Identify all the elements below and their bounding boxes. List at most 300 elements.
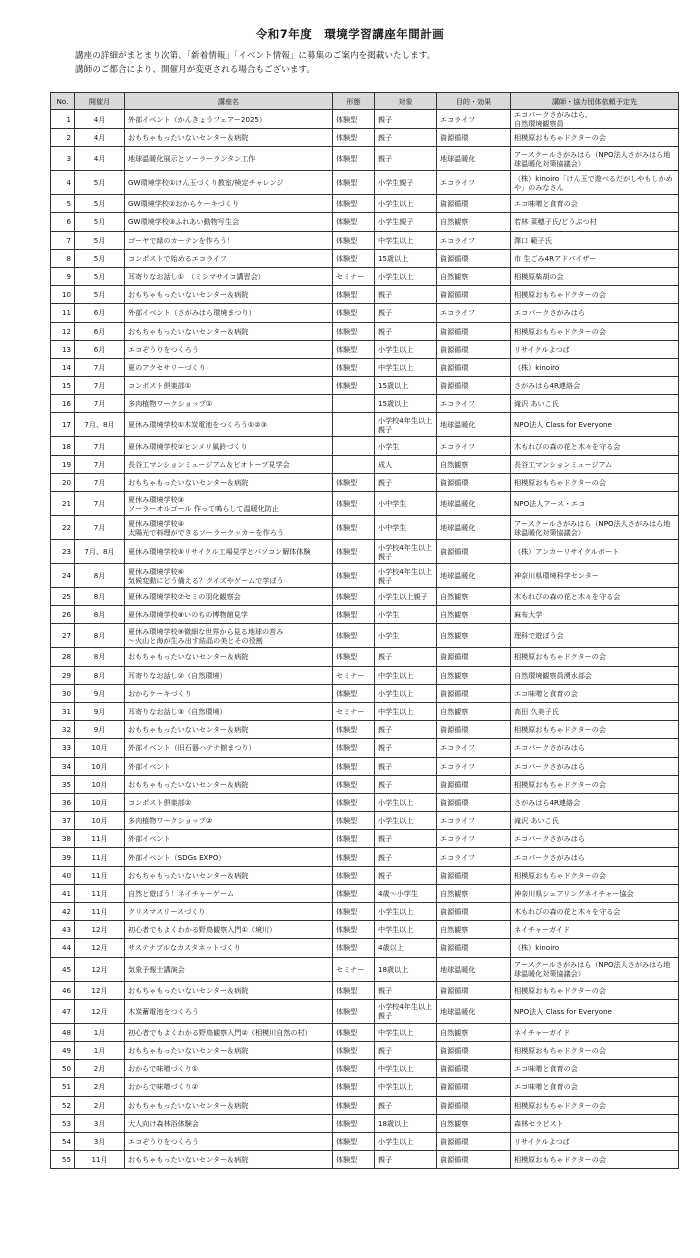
cell-format: セミナー (333, 666, 375, 684)
cell-purpose: 資源循環 (437, 1132, 511, 1150)
cell-no: 9 (51, 267, 75, 285)
cell-format: 体験型 (333, 757, 375, 775)
cell-format: 体験型 (333, 921, 375, 939)
cell-month: 8月 (75, 564, 125, 588)
cell-lecturer: 相模原おもちゃドクターの会 (511, 1151, 679, 1169)
cell-purpose: 資源循環 (437, 648, 511, 666)
cell-format: セミナー (333, 702, 375, 720)
cell-lecturer: 滝沢 あいこ氏 (511, 395, 679, 413)
cell-lecturer: ネイチャーガイド (511, 1023, 679, 1041)
cell-course-name: 耳寄りなお話し③（自然環境） (125, 702, 333, 720)
table-row (51, 702, 679, 720)
cell-month: 4月 (75, 147, 125, 171)
cell-lecturer: リサイクルよつば (511, 1132, 679, 1150)
cell-purpose: エコライフ (437, 848, 511, 866)
cell-format: 体験型 (333, 739, 375, 757)
table-row (51, 957, 679, 981)
cell-format (333, 437, 375, 455)
cell-lecturer: 理科で遊ぼう会 (511, 624, 679, 648)
cell-course-name: 夏休み環境学校④ 太陽光で料理ができるソーラークッカーを作ろう (125, 516, 333, 540)
cell-lecturer: エコパークさがみはら (511, 757, 679, 775)
cell-course-name: 夏休み環境学校⑦セミの羽化観察会 (125, 588, 333, 606)
cell-lecturer: 森林セラピスト (511, 1114, 679, 1132)
table-row (51, 757, 679, 775)
cell-no: 7 (51, 231, 75, 249)
cell-lecturer: アースクールさがみはら（NPO法人さがみはら地球温暖化対策協議会） (511, 147, 679, 171)
cell-month: 4月 (75, 110, 125, 129)
cell-lecturer: 自然環境観察員湧水部会 (511, 666, 679, 684)
cell-no: 10 (51, 286, 75, 304)
cell-month: 12月 (75, 981, 125, 999)
cell-target: 親子 (375, 322, 437, 340)
cell-target: 親子 (375, 110, 437, 129)
cell-format: 体験型 (333, 903, 375, 921)
table-row (51, 884, 679, 902)
cell-purpose: 資源循環 (437, 939, 511, 957)
cell-target: 中学生以上 (375, 1078, 437, 1096)
cell-target: 親子 (375, 848, 437, 866)
cell-format (333, 413, 375, 437)
cell-course-name: おもちゃもったいないセンター＆病院 (125, 981, 333, 999)
cell-lecturer: リサイクルよつば (511, 340, 679, 358)
cell-format: 体験型 (333, 195, 375, 213)
cell-target: 小学生 (375, 437, 437, 455)
table-row (51, 171, 679, 195)
cell-course-name: 外部イベント（かんきょうフェアー2025） (125, 110, 333, 129)
table-row (51, 437, 679, 455)
cell-month: 11月 (75, 866, 125, 884)
cell-course-name: 耳寄りなお話し① （ミシマサイコ講習会） (125, 267, 333, 285)
cell-month: 10月 (75, 793, 125, 811)
cell-format: 体験型 (333, 721, 375, 739)
cell-target: 4歳以上 (375, 939, 437, 957)
cell-target: 親子 (375, 648, 437, 666)
cell-target: 親子 (375, 147, 437, 171)
cell-lecturer: エコパークさがみはら (511, 304, 679, 322)
cell-lecturer: さがみはら4R連絡会 (511, 377, 679, 395)
header-course-name: 講座名 (125, 93, 333, 110)
cell-course-name: 夏休み環境学校⑧いのちの博物館見学 (125, 606, 333, 624)
cell-no: 26 (51, 606, 75, 624)
cell-course-name: おからで味噌づくり① (125, 1060, 333, 1078)
cell-lecturer: アースクールさがみはら（NPO法人さがみはら地球温暖化対策協議会） (511, 957, 679, 981)
cell-format: 体験型 (333, 213, 375, 231)
cell-no: 43 (51, 921, 75, 939)
cell-target: 小学生以上 (375, 793, 437, 811)
cell-lecturer: 神奈川県環境科学センター (511, 564, 679, 588)
cell-purpose: 自然観察 (437, 588, 511, 606)
cell-format: 体験型 (333, 564, 375, 588)
cell-purpose: 地球温暖化 (437, 147, 511, 171)
cell-target: 親子 (375, 473, 437, 491)
cell-target: 中学生以上 (375, 1060, 437, 1078)
cell-no: 14 (51, 358, 75, 376)
cell-month: 2月 (75, 1096, 125, 1114)
cell-course-name: 耳寄りなお話し②（自然環境） (125, 666, 333, 684)
page-title: 令和7年度 環境学習講座年間計画 (255, 27, 445, 41)
cell-no: 12 (51, 322, 75, 340)
cell-target: 親子 (375, 830, 437, 848)
cell-purpose: 資源循環 (437, 358, 511, 376)
cell-month: 3月 (75, 1114, 125, 1132)
cell-no: 17 (51, 413, 75, 437)
cell-month: 7月、8月 (75, 540, 125, 564)
header-format: 形態 (333, 93, 375, 110)
cell-format: 体験型 (333, 684, 375, 702)
table-row (51, 1023, 679, 1041)
cell-purpose: 自然観察 (437, 921, 511, 939)
cell-target: 15歳以上 (375, 377, 437, 395)
cell-target: 小学生以上 (375, 684, 437, 702)
cell-target: 中学生以上 (375, 358, 437, 376)
cell-format: 体験型 (333, 624, 375, 648)
cell-course-name: おもちゃもったいないセンター＆病院 (125, 721, 333, 739)
cell-course-name: おもちゃもったいないセンター＆病院 (125, 129, 333, 147)
cell-course-name: GW環境学校③ふれあい動物写生会 (125, 213, 333, 231)
cell-course-name: おからで味噌づくり② (125, 1078, 333, 1096)
cell-purpose: 資源循環 (437, 322, 511, 340)
cell-lecturer: 相模原柴胡の会 (511, 267, 679, 285)
table-row (51, 473, 679, 491)
header-month: 開催月 (75, 93, 125, 110)
cell-no: 2 (51, 129, 75, 147)
cell-format: 体験型 (333, 249, 375, 267)
table-row (51, 739, 679, 757)
cell-format: 体験型 (333, 340, 375, 358)
cell-target: 親子 (375, 1041, 437, 1059)
table-row (51, 564, 679, 588)
cell-no: 49 (51, 1041, 75, 1059)
cell-month: 2月 (75, 1060, 125, 1078)
cell-course-name: 外部イベント (125, 830, 333, 848)
table-row (51, 231, 679, 249)
cell-month: 11月 (75, 1151, 125, 1169)
cell-target: 小学生以上 (375, 340, 437, 358)
cell-target: 親子 (375, 739, 437, 757)
cell-no: 27 (51, 624, 75, 648)
cell-month: 5月 (75, 249, 125, 267)
cell-course-name: おもちゃもったいないセンター＆病院 (125, 648, 333, 666)
cell-lecturer: エコパークさがみはら、 自然環境観察員 (511, 110, 679, 129)
cell-no: 22 (51, 516, 75, 540)
cell-format: 体験型 (333, 1078, 375, 1096)
cell-no: 35 (51, 775, 75, 793)
cell-purpose: 資源循環 (437, 981, 511, 999)
cell-course-name: コンポスト倶楽部① (125, 377, 333, 395)
cell-purpose: 自然観察 (437, 606, 511, 624)
cell-no: 11 (51, 304, 75, 322)
cell-target: 小学生以上親子 (375, 588, 437, 606)
cell-course-name: 多肉植物ワークショップ② (125, 812, 333, 830)
cell-month: 7月 (75, 377, 125, 395)
cell-lecturer: NPO法人 Class for Everyone (511, 413, 679, 437)
cell-purpose: 資源循環 (437, 684, 511, 702)
cell-course-name: 夏休み環境学校⑥ 気候変動にどう備える？クイズやゲームで学ぼう (125, 564, 333, 588)
cell-lecturer: ネイチャーガイド (511, 921, 679, 939)
cell-month: 11月 (75, 830, 125, 848)
cell-format: 体験型 (333, 648, 375, 666)
cell-course-name: 初心者でもよくわかる野鳥観察入門①（境川） (125, 921, 333, 939)
cell-no: 24 (51, 564, 75, 588)
table-row (51, 1132, 679, 1150)
cell-course-name: コンポスト倶楽部② (125, 793, 333, 811)
cell-format (333, 455, 375, 473)
cell-month: 11月 (75, 884, 125, 902)
cell-no: 28 (51, 648, 75, 666)
cell-course-name: 長谷工マンションミュージアム＆ビオトープ見学会 (125, 455, 333, 473)
cell-month: 11月 (75, 848, 125, 866)
cell-lecturer: 相模原おもちゃドクターの会 (511, 129, 679, 147)
cell-purpose: エコライフ (437, 757, 511, 775)
cell-month: 9月 (75, 702, 125, 720)
table-row (51, 848, 679, 866)
cell-course-name: 多肉植物ワークショップ① (125, 395, 333, 413)
cell-format: 体験型 (333, 588, 375, 606)
cell-course-name: 夏休み環境学校②ヒンメリ風鈴づくり (125, 437, 333, 455)
cell-course-name: コンポストで始めるエコライフ (125, 249, 333, 267)
table-row (51, 110, 679, 129)
cell-course-name: おもちゃもったいないセンター＆病院 (125, 286, 333, 304)
cell-no: 54 (51, 1132, 75, 1150)
cell-course-name: 自然と遊ぼう！ネイチャーゲーム (125, 884, 333, 902)
cell-course-name: GW環境学校①けん玉づくり教室/検定チャレンジ (125, 171, 333, 195)
course-schedule-table (50, 92, 679, 1169)
cell-target: 18歳以上 (375, 957, 437, 981)
cell-lecturer: 相模原おもちゃドクターの会 (511, 1096, 679, 1114)
cell-format: 体験型 (333, 540, 375, 564)
header-lecturer: 講師・協力団体依頼予定先 (511, 93, 679, 110)
cell-month: 7月 (75, 358, 125, 376)
table-row (51, 721, 679, 739)
cell-target: 小学校4年生以上親子 (375, 413, 437, 437)
cell-no: 25 (51, 588, 75, 606)
cell-format: 体験型 (333, 1096, 375, 1114)
table-row (51, 1151, 679, 1169)
cell-format: 体験型 (333, 322, 375, 340)
intro-line: 講座の詳細がまとまり次第、「新着情報」「イベント情報」に募集のご案内を掲載いたします。 (75, 51, 436, 61)
cell-format: 体験型 (333, 793, 375, 811)
cell-no: 42 (51, 903, 75, 921)
cell-purpose: エコライフ (437, 830, 511, 848)
cell-purpose: エコライフ (437, 437, 511, 455)
cell-month: 6月 (75, 322, 125, 340)
cell-lecturer: 麻布大学 (511, 606, 679, 624)
cell-purpose: エコライフ (437, 171, 511, 195)
cell-month: 6月 (75, 340, 125, 358)
cell-format: 体験型 (333, 812, 375, 830)
table-row (51, 540, 679, 564)
cell-no: 53 (51, 1114, 75, 1132)
cell-format: 体験型 (333, 473, 375, 491)
cell-lecturer: 相模原おもちゃドクターの会 (511, 866, 679, 884)
cell-format: 体験型 (333, 377, 375, 395)
cell-month: 12月 (75, 957, 125, 981)
cell-month: 5月 (75, 231, 125, 249)
table-row (51, 304, 679, 322)
cell-purpose: 地球温暖化 (437, 564, 511, 588)
cell-purpose: 地球温暖化 (437, 516, 511, 540)
intro-line: 講師のご都合により、開催月が変更される場合もございます。 (75, 65, 315, 75)
cell-course-name: エコぞうりをつくろう (125, 340, 333, 358)
cell-lecturer: 滝沢 あいこ氏 (511, 812, 679, 830)
cell-lecturer: エコ味噌と食育の会 (511, 1078, 679, 1096)
cell-course-name: 木炭蓄電池をつくろう (125, 999, 333, 1023)
cell-no: 30 (51, 684, 75, 702)
cell-lecturer: アースクールさがみはら（NPO法人さがみはら地球温暖化対策協議会） (511, 516, 679, 540)
table-row (51, 516, 679, 540)
cell-no: 6 (51, 213, 75, 231)
cell-target: 小学生 (375, 624, 437, 648)
table-row (51, 999, 679, 1023)
cell-month: 5月 (75, 267, 125, 285)
cell-format: 体験型 (333, 110, 375, 129)
cell-target: 親子 (375, 757, 437, 775)
cell-target: 18歳以上 (375, 1114, 437, 1132)
cell-target: 小学生 (375, 606, 437, 624)
cell-month: 7月、8月 (75, 413, 125, 437)
cell-lecturer: 若林 菜穂子氏/どうぶつ村 (511, 213, 679, 231)
cell-course-name: おからケーキづくり (125, 684, 333, 702)
cell-format (333, 395, 375, 413)
table-row (51, 455, 679, 473)
cell-target: 親子 (375, 721, 437, 739)
cell-no: 16 (51, 395, 75, 413)
cell-purpose: 地球温暖化 (437, 492, 511, 516)
cell-no: 5 (51, 195, 75, 213)
cell-lecturer: 木もれびの森の花と木々を守る会 (511, 588, 679, 606)
cell-target: 小学生以上 (375, 195, 437, 213)
cell-course-name: 地球温暖化展示とソーラーランタン工作 (125, 147, 333, 171)
table-row (51, 395, 679, 413)
cell-lecturer: エコ味噌と食育の会 (511, 195, 679, 213)
cell-month: 12月 (75, 939, 125, 957)
cell-target: 小学生以上 (375, 812, 437, 830)
cell-format: 体験型 (333, 304, 375, 322)
cell-target: 中学生以上 (375, 1023, 437, 1041)
cell-month: 7月 (75, 437, 125, 455)
cell-target: 中学生以上 (375, 666, 437, 684)
table-row (51, 377, 679, 395)
cell-target: 親子 (375, 866, 437, 884)
cell-purpose: 資源循環 (437, 721, 511, 739)
cell-no: 41 (51, 884, 75, 902)
cell-no: 33 (51, 739, 75, 757)
cell-target: 小学生以上 (375, 1132, 437, 1150)
cell-course-name: クリスマスリースづくり (125, 903, 333, 921)
cell-month: 7月 (75, 395, 125, 413)
table-row (51, 340, 679, 358)
cell-purpose: エコライフ (437, 739, 511, 757)
cell-month: 9月 (75, 721, 125, 739)
cell-month: 8月 (75, 624, 125, 648)
cell-no: 45 (51, 957, 75, 981)
table-row (51, 492, 679, 516)
table-row (51, 147, 679, 171)
cell-lecturer: 神奈川県シェアリングネイチャー協会 (511, 884, 679, 902)
cell-month: 10月 (75, 775, 125, 793)
cell-purpose: 自然観察 (437, 702, 511, 720)
table-header-row (51, 93, 679, 110)
cell-course-name: 夏休み環境学校⑨微細な世界から見る地球の営み ～火山と海が生み出す結晶の美とその役割 (125, 624, 333, 648)
header-target: 対象 (375, 93, 437, 110)
cell-purpose: 資源循環 (437, 195, 511, 213)
table-row (51, 358, 679, 376)
cell-course-name: おもちゃもったいないセンター＆病院 (125, 1096, 333, 1114)
cell-no: 46 (51, 981, 75, 999)
cell-no: 39 (51, 848, 75, 866)
cell-course-name: エコぞうりをつくろう (125, 1132, 333, 1150)
cell-course-name: おもちゃもったいないセンター＆病院 (125, 322, 333, 340)
cell-target: 小学生親子 (375, 213, 437, 231)
table-row (51, 981, 679, 999)
cell-purpose: エコライフ (437, 231, 511, 249)
cell-purpose: エコライフ (437, 110, 511, 129)
cell-month: 1月 (75, 1023, 125, 1041)
cell-target: 中学生以上 (375, 921, 437, 939)
cell-no: 1 (51, 110, 75, 129)
table-row (51, 903, 679, 921)
cell-purpose: 資源循環 (437, 903, 511, 921)
cell-course-name: 外部イベント（SDGs EXPO） (125, 848, 333, 866)
cell-target: 小中学生 (375, 516, 437, 540)
cell-purpose: 自然観察 (437, 1114, 511, 1132)
table-row (51, 666, 679, 684)
cell-month: 5月 (75, 195, 125, 213)
cell-format: 体験型 (333, 1114, 375, 1132)
cell-month: 7月 (75, 473, 125, 491)
cell-lecturer: 相模原おもちゃドクターの会 (511, 1041, 679, 1059)
cell-month: 6月 (75, 304, 125, 322)
cell-target: 親子 (375, 129, 437, 147)
cell-lecturer: エコパークさがみはら (511, 830, 679, 848)
cell-course-name: 外部イベント（さがみはら環境まつり） (125, 304, 333, 322)
cell-lecturer: 澤口 範子氏 (511, 231, 679, 249)
cell-month: 8月 (75, 588, 125, 606)
header-no: No. (51, 93, 75, 110)
cell-format: 体験型 (333, 129, 375, 147)
cell-format: 体験型 (333, 848, 375, 866)
cell-format: 体験型 (333, 830, 375, 848)
cell-lecturer: エコ味噌と食育の会 (511, 1060, 679, 1078)
table-row (51, 830, 679, 848)
cell-purpose: 資源循環 (437, 249, 511, 267)
cell-month: 5月 (75, 286, 125, 304)
cell-month: 12月 (75, 921, 125, 939)
table-row (51, 684, 679, 702)
cell-lecturer: さがみはら4R連絡会 (511, 793, 679, 811)
cell-format: 体験型 (333, 1151, 375, 1169)
cell-format: 体験型 (333, 171, 375, 195)
cell-lecturer: （株）アンカーリサイクルボート (511, 540, 679, 564)
cell-no: 47 (51, 999, 75, 1023)
cell-course-name: おもちゃもったいないセンター＆病院 (125, 1151, 333, 1169)
cell-no: 36 (51, 793, 75, 811)
cell-month: 10月 (75, 812, 125, 830)
cell-course-name: 夏休み環境学校⑤リサイクル工場見学とパソコン解体体験 (125, 540, 333, 564)
cell-format: 体験型 (333, 981, 375, 999)
cell-format: 体験型 (333, 231, 375, 249)
cell-format: 体験型 (333, 516, 375, 540)
cell-lecturer: （株）kinoiro「けん玉で遊べるだがしやもしかめや」のみなさん (511, 171, 679, 195)
cell-target: 小学生以上 (375, 903, 437, 921)
cell-no: 40 (51, 866, 75, 884)
cell-target: 小中学生 (375, 492, 437, 516)
cell-lecturer: 相模原おもちゃドクターの会 (511, 981, 679, 999)
cell-target: 小学生以上 (375, 267, 437, 285)
table-row (51, 1114, 679, 1132)
cell-purpose: 自然観察 (437, 666, 511, 684)
cell-no: 29 (51, 666, 75, 684)
